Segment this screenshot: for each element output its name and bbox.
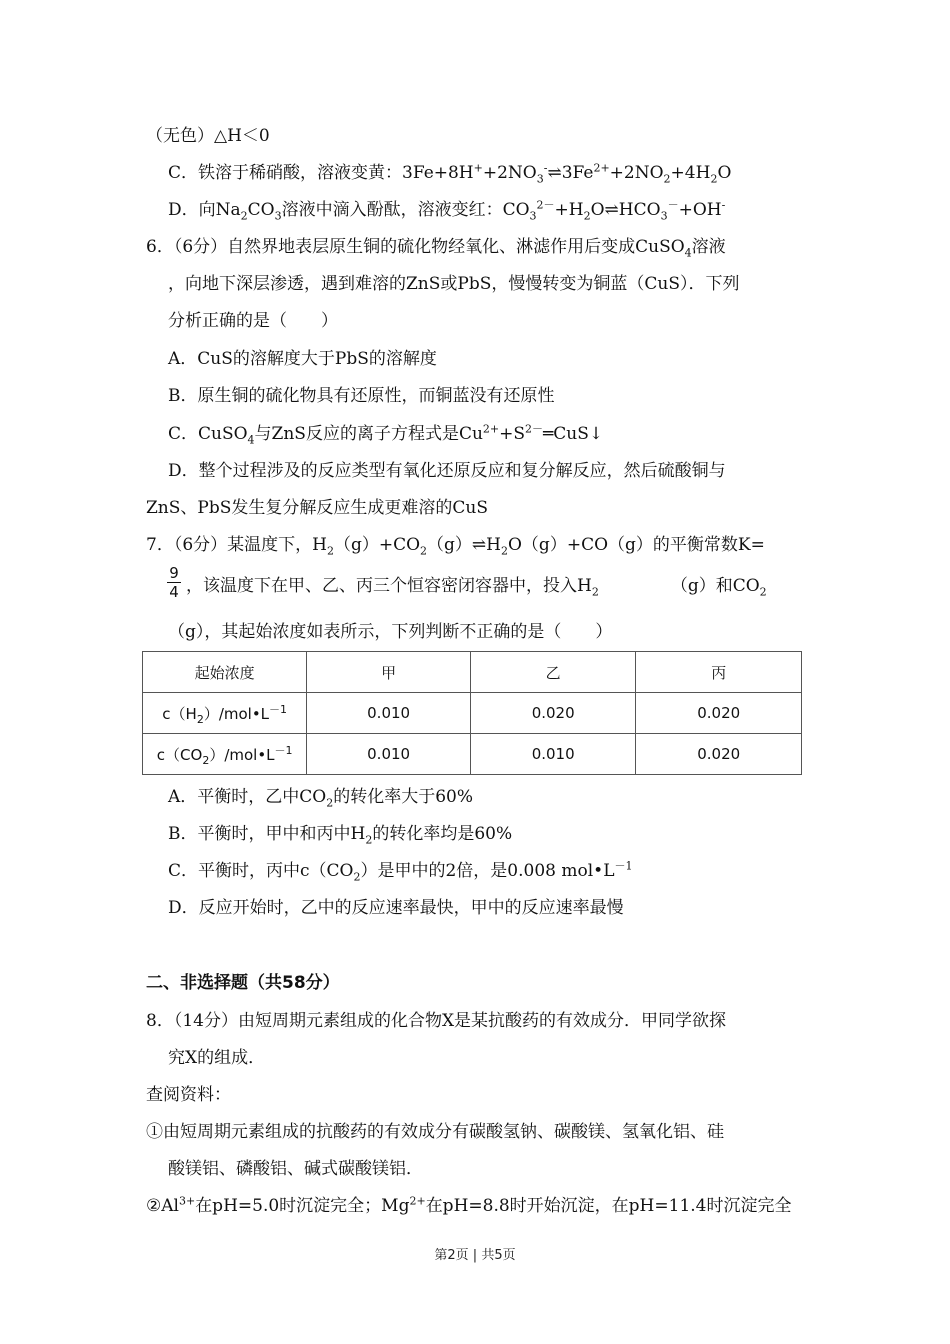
table-header-cell: 丙 [636,652,802,693]
table-row-label: $c(CO_2)/mol•L^{-1}$ [143,734,307,775]
fraction-numerator: 9 [169,564,179,582]
option-7b: B．平衡时，甲中和丙中$H_2$的转化率均是60% [168,824,513,847]
option-7d: D．反应开始时，乙中的反应速率最快，甲中的反应速率最慢 [168,898,624,918]
table-row [143,693,802,734]
option-7c: C．平衡时，丙中$c(CO_2)$是甲中的2倍，是0.008 $mol•L^{-1}$ [168,859,633,884]
table-row-label: $c(H_2)/mol•L^{-1}$ [143,693,307,734]
question-7-stem: 7．（6分）某温度下，$H_2(g)+CO_2(g)\rightleftharpoons H_2O(g)+CO(g)$的平衡常数K= [146,535,765,558]
question-8-reference-item: $②Al^{3+}$在pH=5.0时沉淀完全；$Mg^{2+}$在pH=8.8时开始沉淀，在pH=11.4时沉淀完全 [146,1194,792,1216]
table-cell: 0.010 [470,734,636,775]
concentration-table [142,651,802,775]
table-cell: 0.020 [636,734,802,775]
table-row [143,734,802,775]
question-8-reference-heading: 查阅资料： [146,1085,231,1105]
table-cell: 0.010 [307,693,471,734]
section-heading: 二、非选择题（共58分） [146,973,340,993]
option-6b: B．原生铜的硫化物具有还原性，而铜蓝没有还原性 [168,386,555,406]
question-8-stem-cont: 究X的组成． [168,1048,266,1068]
question-8-stem: 8．（14分）由短周期元素组成的化合物X是某抗酸药的有效成分．甲同学欲探 [146,1011,727,1031]
question-8-reference-item-cont: 酸镁铝、磷酸铝、碱式碳酸镁铝． [168,1159,423,1179]
option-5d: D．向$Na_2CO_3$溶液中滴入酚酞，溶液变红：$CO_3^{2-}+H_2O\rightleftharpoons HCO_3^-+OH^-$ [168,198,726,223]
question-7-stem-cont: （g），其起始浓度如表所示，下列判断不正确的是（ ） [168,622,613,642]
table-cell: 0.020 [636,693,802,734]
question-6-stem-cont: ，向地下深层渗透，遇到难溶的ZnS或PbS，慢慢转变为铜蓝（CuS）．下列 [168,274,740,294]
table-header-cell: 甲 [307,652,471,693]
table-header-row [143,652,802,693]
text-line: （无色）△H＜0 [146,126,270,146]
fraction-denominator: 4 [169,583,179,601]
question-8-reference-item: ①由短周期元素组成的抗酸药的有效成分有碳酸氢钠、碳酸镁、氢氧化铝、硅 [146,1122,724,1142]
question-6-stem: 6．（6分）自然界地表层原生铜的硫化物经氧化、淋滤作用后变成CuSO$_4$溶液 [146,237,726,260]
page-footer: 第2页 | 共5页 [434,1248,516,1263]
question-7-stem-cont: ，该温度下在甲、乙、丙三个恒容密闭容器中，投入$H_2$ （g）和$CO_2$ [186,576,767,599]
option-6d: D．整个过程涉及的反应类型有氧化还原反应和复分解反应，然后硫酸铜与 [168,461,726,481]
option-6d-cont: ZnS、PbS发生复分解反应生成更难溶的CuS [146,498,488,518]
table-cell: 0.010 [307,734,471,775]
fraction-nine-fourths [167,565,181,600]
option-6c: C．CuSO$_4$与ZnS反应的离子方程式是$Cu^{2+}+S^{2-}═CuS↓$ [168,422,604,447]
option-6a: A．CuS的溶解度大于PbS的溶解度 [168,349,437,369]
option-5c: C．铁溶于稀硝酸，溶液变黄：$3Fe+8H^++2NO_3^-\rightleftharpoons 3Fe^{2+}+2NO_2+4H_2O$ [168,161,732,186]
option-7a: A．平衡时，乙中$CO_2$的转化率大于60% [168,787,474,810]
table-header-cell: 起始浓度 [143,652,307,693]
table-header-cell: 乙 [470,652,636,693]
question-6-stem-cont: 分析正确的是（ ） [168,311,338,331]
table-cell: 0.020 [470,693,636,734]
